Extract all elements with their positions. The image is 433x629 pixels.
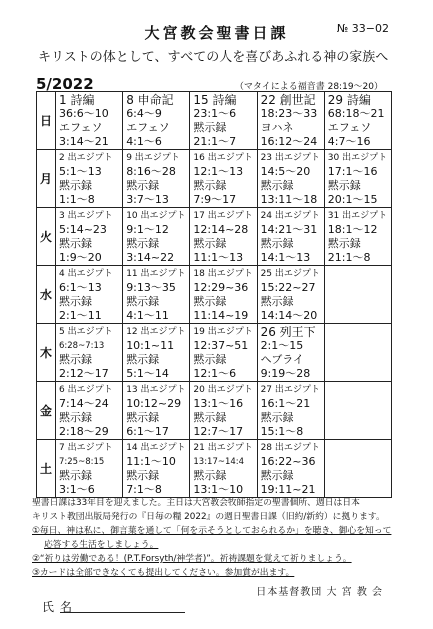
cell-date-book: 11 出エジプト (126, 269, 186, 279)
calendar-cell (257, 208, 324, 266)
calendar-cell (190, 266, 257, 324)
cell-passage: 5:1〜14 (126, 367, 169, 380)
day-label: 火 (37, 208, 56, 266)
cell-passage: 12:7〜17 (193, 425, 244, 438)
cell-passage: 15:22~27 (260, 281, 316, 294)
cell-passage: 1:9〜20 (59, 251, 102, 264)
cell-passage: 14:5〜20 (260, 165, 311, 178)
cell-date-book: 4 出エジプト (59, 269, 113, 279)
cell-passage: 黙示録 (327, 237, 361, 250)
cell-passage: 11:1〜10 (126, 455, 176, 468)
cell-date-book: 23 出エジプト (260, 153, 320, 163)
page-title: 大宮教会聖書日課 (144, 24, 289, 42)
cell-date-book: 5 出エジプト (59, 327, 113, 337)
cell-passage: 6:1〜17 (126, 425, 169, 438)
cell-passage: 黙示録 (193, 469, 227, 482)
footer-line: キリスト教団出版局発行の『日毎の糧 2022』の週日聖書日課（旧約/新約）に拠ります。 (32, 512, 385, 522)
cell-passage: 36:6〜10 (59, 107, 109, 120)
cell-passage: 6:28~7:13 (59, 341, 105, 351)
cell-passage: 2:1〜15 (260, 339, 304, 352)
cell-passage: 12:1〜6 (193, 367, 237, 380)
calendar-cell (257, 266, 324, 324)
calendar-cell (56, 266, 123, 324)
cell-passage: 2:12〜17 (59, 367, 109, 380)
calendar-cell (190, 440, 257, 498)
cell-passage: 21:1〜8 (327, 251, 371, 264)
calendar-cell (324, 382, 391, 440)
cell-passage: 7:25~8:15 (59, 457, 105, 467)
calendar-cell (123, 440, 190, 498)
cell-passage: エフェソ (59, 121, 103, 134)
calendar-cell (324, 440, 391, 498)
cell-passage: 16:12〜24 (260, 135, 318, 148)
calendar-cell (56, 382, 123, 440)
cell-date-book: 18 出エジプト (193, 269, 253, 279)
calendar-row (37, 266, 392, 324)
cell-passage: 黙示録 (193, 295, 227, 308)
cell-date-book: 8 申命記 (126, 93, 174, 107)
cell-passage: 6:4〜9 (126, 107, 162, 120)
cell-passage: 9:1〜12 (126, 223, 169, 236)
cell-date-book: 22 創世記 (260, 93, 316, 107)
cell-passage: 6:1〜13 (59, 281, 102, 294)
cell-passage: 12:29~36 (193, 281, 249, 294)
cell-passage: 12:37~51 (193, 339, 249, 352)
footer-line: ③カードは全部できなくても提出してください。参加賞が出ます。 (32, 568, 295, 578)
cell-date-book: 17 出エジプト (193, 211, 253, 221)
cell-passage: エフェソ (327, 121, 372, 134)
cell-passage: 17:1〜16 (327, 165, 378, 178)
cell-passage: 12:14~28 (193, 223, 249, 236)
cell-date-book: 29 詩編 (327, 93, 371, 107)
cell-date-book: 26 列王下 (260, 325, 316, 339)
cell-date-book: 31 出エジプト (327, 211, 388, 221)
cell-passage: 黙示録 (126, 237, 160, 250)
day-label: 月 (37, 150, 56, 208)
calendar-cell (56, 440, 123, 498)
calendar-row (37, 440, 392, 498)
cell-date-book: 25 出エジプト (260, 269, 320, 279)
calendar-cell (324, 266, 391, 324)
cell-passage: 5:1〜13 (59, 165, 102, 178)
cell-passage: 黙示録 (260, 179, 294, 192)
cell-date-book: 30 出エジプト (327, 153, 388, 163)
cell-passage: 10:12~29 (126, 397, 182, 410)
day-label: 日 (37, 92, 56, 150)
day-label: 土 (37, 440, 56, 498)
cell-passage: 18:1〜12 (327, 223, 378, 236)
cell-passage: 13:17~14:4 (193, 457, 245, 467)
cell-passage: 3:14〜21 (59, 135, 109, 148)
cell-passage: ヨハネ (260, 121, 294, 134)
calendar-cell (257, 92, 324, 150)
reading-calendar (36, 91, 392, 498)
cell-date-book: 28 出エジプト (260, 443, 320, 453)
calendar-cell (56, 208, 123, 266)
cell-passage: 8:16〜28 (126, 165, 176, 178)
month-label: 5/2022 (36, 75, 94, 93)
cell-passage: 23:1〜6 (193, 107, 237, 120)
calendar-cell (257, 150, 324, 208)
calendar-cell (324, 150, 391, 208)
cell-passage: 12:1〜13 (193, 165, 244, 178)
cell-passage: 13:1〜10 (193, 483, 244, 496)
cell-passage: エフェソ (126, 121, 170, 134)
cell-passage: 20:1〜15 (327, 193, 378, 206)
cell-passage: 黙示録 (260, 237, 294, 250)
name-label: 氏名 (42, 600, 79, 614)
cell-passage: 黙示録 (59, 237, 92, 250)
calendar-cell (257, 440, 324, 498)
calendar-row (37, 324, 392, 382)
calendar-cell (56, 92, 123, 150)
cell-passage: 黙示録 (59, 469, 92, 482)
cell-passage: 15:1〜8 (260, 425, 304, 438)
cell-date-book: 21 出エジプト (193, 443, 253, 453)
cell-date-book: 16 出エジプト (193, 153, 253, 163)
cell-passage: 黙示録 (126, 295, 160, 308)
footer-line: 聖書日課は33年目を迎えました。主日は大宮教会牧師指定の聖書個所、週日は日本 (32, 498, 360, 508)
cell-passage: 19:11~21 (260, 483, 316, 496)
cell-passage: 黙示録 (59, 179, 92, 192)
cell-passage: 11:1〜13 (193, 251, 244, 264)
calendar-cell (190, 324, 257, 382)
cell-passage: 黙示録 (193, 179, 227, 192)
cell-passage: 黙示録 (126, 353, 160, 366)
cell-passage: 黙示録 (260, 295, 294, 308)
calendar-cell (324, 92, 391, 150)
calendar-cell (324, 324, 391, 382)
cell-passage: 13:11〜18 (260, 193, 318, 206)
calendar-cell (257, 324, 324, 382)
cell-passage: 11:14~19 (193, 309, 249, 322)
cell-passage: 7:14〜24 (59, 397, 109, 410)
cell-passage: 13:1〜16 (193, 397, 244, 410)
cell-passage: 黙示録 (193, 121, 227, 134)
calendar-cell (190, 382, 257, 440)
calendar-row (37, 150, 392, 208)
cell-passage: 3:7〜13 (126, 193, 169, 206)
cell-passage: 黙示録 (126, 179, 160, 192)
calendar-cell (324, 208, 391, 266)
cell-passage: 4:7〜16 (327, 135, 371, 148)
calendar-cell (190, 150, 257, 208)
cell-date-book: 14 出エジプト (126, 443, 186, 453)
cell-passage: 4:1〜11 (126, 309, 169, 322)
cell-date-book: 1 詩編 (59, 93, 95, 107)
cell-passage: 14:1〜13 (260, 251, 311, 264)
cell-date-book: 15 詩編 (193, 93, 237, 107)
cell-passage: 黙示録 (327, 179, 361, 192)
cell-passage: 7:9〜17 (193, 193, 237, 206)
calendar-cell (190, 92, 257, 150)
cell-passage: 4:1〜6 (126, 135, 162, 148)
cell-passage: 黙示録 (59, 295, 92, 308)
cell-passage: 黙示録 (59, 411, 92, 424)
cell-date-book: 20 出エジプト (193, 385, 253, 395)
cell-passage: 10:1~11 (126, 339, 175, 352)
cell-date-book: 9 出エジプト (126, 153, 180, 163)
cell-passage: 黙示録 (260, 411, 294, 424)
cell-passage: 黙示録 (193, 237, 227, 250)
calendar-row (37, 382, 392, 440)
cell-date-book: 6 出エジプト (59, 385, 113, 395)
footer-line: ①毎日、神は私に、御言葉を通して「何を示そうとしておられるか」を聴き、御心を知って (32, 526, 392, 536)
calendar-row (37, 92, 392, 150)
cell-passage: 14:21〜31 (260, 223, 318, 236)
cell-date-book: 10 出エジプト (126, 211, 186, 221)
cell-passage: 2:1〜11 (59, 309, 102, 322)
cell-passage: 黙示録 (59, 353, 92, 366)
day-label: 木 (37, 324, 56, 382)
calendar-cell (123, 208, 190, 266)
calendar-cell (56, 150, 123, 208)
cell-passage: 黙示録 (193, 411, 227, 424)
organization-name: 日本基督教団 大 宮 教 会 (256, 587, 383, 598)
cell-date-book: 12 出エジプト (126, 327, 186, 337)
calendar-cell (257, 382, 324, 440)
day-label: 金 (37, 382, 56, 440)
cell-passage: 黙示録 (126, 411, 160, 424)
footer-line: ②“祈りは労働である！(P.T.Forsyth/神学者)”。祈祷課題を覚えて祈りましょう。 (32, 554, 352, 564)
cell-date-book: 2 出エジプト (59, 153, 113, 163)
cell-passage: 黙示録 (126, 469, 160, 482)
cell-passage: 7:1〜8 (126, 483, 162, 496)
scripture-reference: （マタイによる福音書 28:19〜20） (234, 82, 383, 92)
cell-passage: 14:14〜20 (260, 309, 318, 322)
cell-passage: 5:14~23 (59, 223, 107, 236)
cell-date-book: 13 出エジプト (126, 385, 186, 395)
cell-passage: 16:22~36 (260, 455, 316, 468)
calendar-row (37, 208, 392, 266)
cell-passage: 9:19〜28 (260, 367, 311, 380)
cell-passage: 9:13〜35 (126, 281, 176, 294)
cell-date-book: 27 出エジプト (260, 385, 320, 395)
cell-passage: 2:18〜29 (59, 425, 109, 438)
calendar-cell (123, 92, 190, 150)
cell-date-book: 7 出エジプト (59, 443, 113, 453)
cell-passage: 16:1〜21 (260, 397, 311, 410)
calendar-cell (123, 150, 190, 208)
cell-date-book: 3 出エジプト (59, 211, 113, 221)
calendar-cell (123, 266, 190, 324)
cell-passage: 68:18〜21 (327, 107, 385, 120)
name-field[interactable] (60, 612, 185, 613)
calendar-cell (123, 324, 190, 382)
cell-passage: 黙示録 (193, 353, 227, 366)
cell-passage: 21:1〜7 (193, 135, 237, 148)
cell-passage: 黙示録 (260, 469, 294, 482)
cell-passage: 18:23〜33 (260, 107, 318, 120)
document-number: № 33−02 (336, 22, 389, 35)
footer-line: 応答する生活をしましょう。 (44, 540, 159, 550)
calendar-cell (123, 382, 190, 440)
cell-passage: ヘブライ (260, 353, 304, 366)
footer-notes (32, 496, 412, 580)
cell-passage: 1:1〜8 (59, 193, 95, 206)
calendar-cell (190, 208, 257, 266)
cell-date-book: 24 出エジプト (260, 211, 320, 221)
day-label: 水 (37, 266, 56, 324)
cell-date-book: 19 出エジプト (193, 327, 253, 337)
cell-passage: 3:14~22 (126, 251, 175, 264)
cell-passage: 3:1〜6 (59, 483, 95, 496)
calendar-cell (56, 324, 123, 382)
theme-text: キリストの体として、すべての人を喜びあふれる神の家族へ (38, 50, 389, 65)
